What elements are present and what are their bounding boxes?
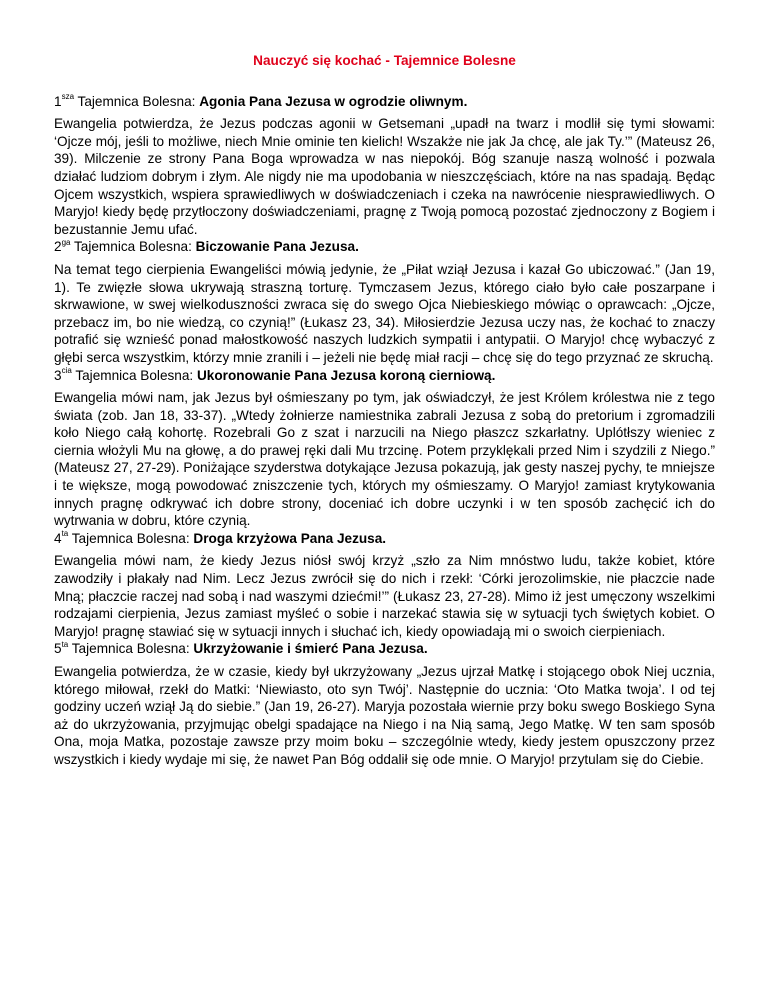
mystery-text: Ewangelia mówi nam, że kiedy Jezus niósł swój krzyż „szło za Nim mnóstwo ludu, także kobiet, które zawodziły i płakały nad Nim. Lecz Jezus zwrócił się do nich i rzekł: ‘Córki jerozolimskie, nie płaczcie nade Mną; płaczcie raczej nad sobą i nad waszymi dziećmi!’” (Łukasz 23, 27-28). Mimo iż jest umęczony wszelkimi rodzajami cierpienia, Jezus zamiast myśleć o sobie i narzekać stawia się w sytuacji tych świętych kobiet. O Maryjo! pragnę stawiać się w sytuacji innych i słuchać ich, kiedy opowiadają mi o swoich cierpieniach. (54, 553, 715, 639)
page-title: Nauczyć się kochać - Tajemnice Bolesne (253, 53, 516, 68)
mystery-label: Tajemnica Bolesna: (68, 530, 194, 546)
mystery-name: Ukrzyżowanie i śmierć Pana Jezusa. (193, 641, 428, 657)
mystery-number: 1 (54, 93, 62, 109)
mystery-label: Tajemnica Bolesna: (70, 239, 196, 255)
mystery-label: Tajemnica Bolesna: (68, 641, 194, 657)
mystery-number: 4 (54, 530, 62, 546)
mystery-name: Biczowanie Pana Jezusa. (195, 239, 359, 255)
mystery-ordinal: ga (61, 237, 71, 247)
mystery-label: Tajemnica Bolesna: (74, 93, 200, 109)
mystery-ordinal: ta (61, 639, 69, 649)
mystery-number: 3 (54, 367, 62, 383)
mystery-section-5 (54, 640, 715, 768)
mystery-text: Na temat tego cierpienia Ewangeliści mówią jedynie, że „Piłat wziął Jezusa i kazał Go ubiczować.” (Jan 19, 1). Te zwięzłe słowa ukrywają straszną torturę. Tymczasem Jezus, którego ciało było całe poszarpane i skrwawione, w swej wielkoduszności zwraca się do swego Ojca Niebieskiego mówiąc o oprawcach: „Ojcze, przebacz im, bo nie wiedzą, co czynią!” (Łukasz 23, 34). Miłosierdzie Jezusa uczy nas, że kochać to znaczy potrafić się wznieść ponad małostkowość naszych ludzkich sympatii i antypatii. O Maryjo! chcę wybaczyć z głębi serca wszystkim, którzy mnie zranili i – jeżeli nie będę miał racji – chcę się do tego przyznać ze skruchą. (54, 261, 715, 365)
mystery-heading (54, 367, 715, 385)
mystery-text: Ewangelia potwierdza, że w czasie, kiedy był ukrzyżowany „Jezus ujrzał Matkę i stojącego obok Niej ucznia, którego miłował, rzekł do Matki: ‘Niewiasto, oto syn Twój’. Następnie do ucznia: ‘Oto Matka twoja’. I od tej godziny uczeń wziął Ją do siebie.” (Jan 19, 26-27). Maryja pozostała wiernie przy boku swego Boskiego Syna aż do ukrzyżowania, przyjmując obelgi spadające na Niego i na Nią samą, Jego Matkę. W ten sam sposób Ona, moja Matka, pozostaje zawsze przy moim boku – szczególnie wtedy, kiedy jestem opuszczony przez wszystkich i kiedy wydaje mi się, że nawet Pan Bóg oddalił się ode mnie. O Maryjo! przytulam się do Ciebie. (54, 664, 715, 767)
mystery-section-4 (54, 530, 715, 641)
mystery-text: Ewangelia potwierdza, że Jezus podczas agonii w Getsemani „upadł na twarz i modlił się tymi słowami: ‘Ojcze mój, jeśli to możliwe, niech Mnie ominie ten kielich! Wszakże nie jak Ja chcę, ale jak Ty.’” (Mateusz 26, 39). Milczenie ze strony Pana Boga wprowadza w nas niepokój. Bóg szanuje naszą wolność i pozwala działać ludziom dobrym i złym. Ale nigdy nie ma upodobania w nieszczęściach, które na nas spadają. Będąc Ojcem wszystkich, wspiera sprawiedliwych w doświadczeniach i czeka na nawrócenie niesprawiedliwych. O Maryjo! kiedy będę przytłoczony doświadczeniami, pragnę z Twoją pomocą pozostać zjednoczony z Bogiem i bezustannie Jemu ufać. (54, 116, 715, 237)
mystery-number: 5 (54, 641, 62, 657)
mystery-ordinal: cia (61, 365, 72, 375)
mystery-heading (54, 530, 715, 548)
mystery-heading (54, 238, 715, 256)
mystery-heading (54, 640, 715, 658)
mystery-number: 2 (54, 239, 62, 255)
mystery-section-1 (54, 93, 715, 239)
mystery-ordinal: sza (61, 92, 75, 102)
mystery-label: Tajemnica Bolesna: (71, 367, 197, 383)
mystery-name: Agonia Pana Jezusa w ogrodzie oliwnym. (199, 93, 468, 109)
mystery-name: Droga krzyżowa Pana Jezusa. (193, 530, 387, 546)
mystery-ordinal: ta (61, 529, 69, 539)
mystery-text: Ewangelia mówi nam, jak Jezus był ośmieszany po tym, jak oświadczył, że jest Królem królestwa nie z tego świata (zob. Jan 18, 33-37). „Wtedy żołnierze namiestnika zabrali Jezusa z sobą do pretorium i zgromadzili koło Niego całą kohortę. Rozebrali Go z szat i narzucili na Niego płaszcz szkarłatny. Uplótłszy wieniec z ciernia włożyli Mu na głowę, a do prawej ręki dali Mu trzcinę. Potem przyklękali przed Nim i szydzili z Niego.” (Mateusz 27, 27-29). Poniżające szyderstwa dotykające Jezusa pokazują, jak gesty naszej pychy, te mniejsze i te większe, mogą powodować zniszczenie tych, których my ośmieszamy. O Maryjo! zamiast krytykowania innych pragnę odkrywać ich dobre strony, doceniać ich dobre uczynki i w ten sposób zachęcić ich do wytrwania w dobru, które czynią. (54, 390, 715, 529)
mystery-heading (54, 93, 715, 111)
mystery-section-2 (54, 238, 715, 366)
mystery-name: Ukoronowanie Pana Jezusa koroną cierniową. (196, 367, 496, 383)
mystery-section-3 (54, 367, 715, 530)
